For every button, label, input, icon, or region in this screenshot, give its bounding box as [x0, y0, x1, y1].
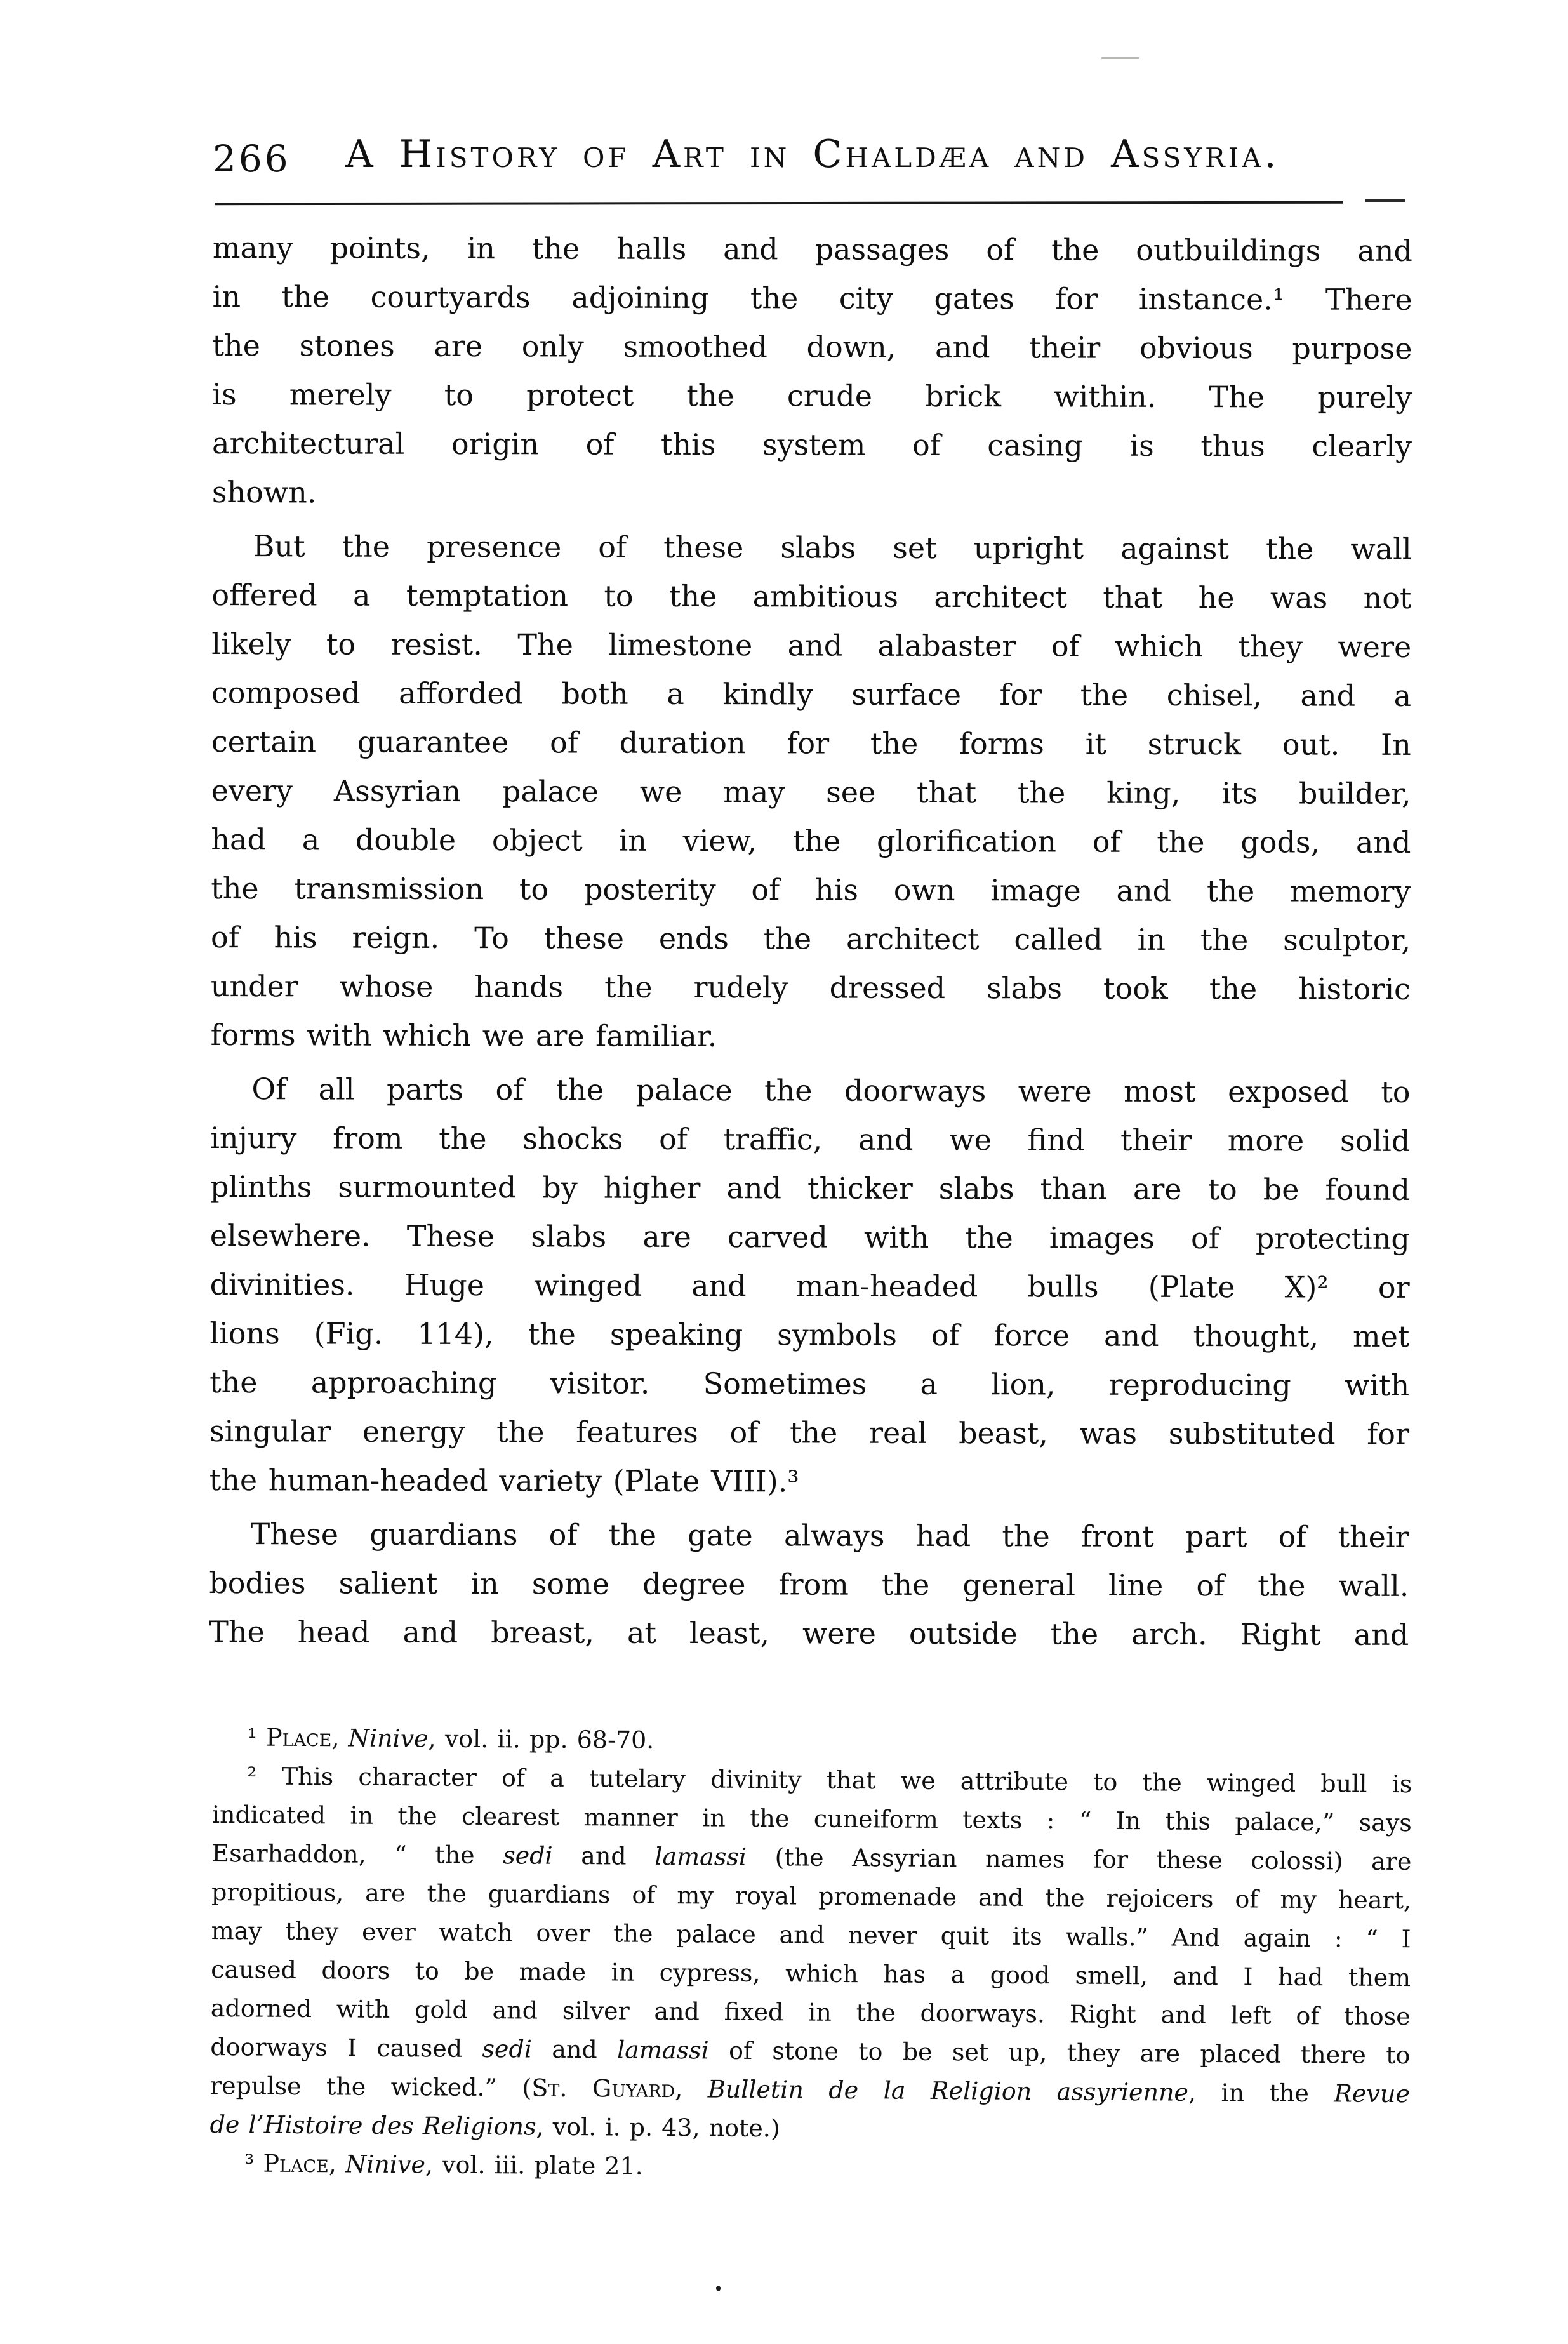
- text-line: shown.: [211, 474, 317, 510]
- text-line: divinities. Huge winged and man-headed bulls (Plate X)² or: [209, 1267, 1410, 1305]
- footnote-line: repulse the wicked.” (St. Guyard, Bulletin de la Religion assyrienne, in the Revue: [209, 2071, 1411, 2108]
- footnote-line: adorned with gold and silver and fixed in the doorways. Right and left of those: [210, 1994, 1411, 2031]
- page-number: 266: [213, 137, 291, 180]
- text-line: certain guarantee of duration for the forms it struck out. In: [211, 724, 1411, 762]
- text-line: lions (Fig. 114), the speaking symbols of force and thought, met: [209, 1315, 1410, 1354]
- text-line: composed afforded both a kindly surface for the chisel, and a: [211, 675, 1412, 713]
- text-line: bodies salient in some degree from the general line of the wall.: [209, 1565, 1409, 1603]
- text-line: The head and breast, at least, were outside the arch. Right and: [209, 1614, 1409, 1652]
- footnotes: [209, 1718, 1412, 2191]
- paragraph: [212, 223, 1412, 520]
- paragraph: [209, 1510, 1409, 1660]
- footnote-line: Esarhaddon, “ the sedi and lamassi (the Assyrian names for these colossi) are: [211, 1839, 1412, 1876]
- text-line: the human-headed variety (Plate VIII).³: [209, 1462, 799, 1499]
- footnote-line: indicated in the clearest manner in the cuneiform texts : “ In this palace,” says: [211, 1800, 1412, 1837]
- text-line: every Assyrian palace we may see that the king, its builder,: [211, 773, 1411, 811]
- scan-artifact-dot: [716, 2286, 721, 2291]
- footnote-line: de l’Histoire des Religions, vol. i. p. 43, note.): [209, 2110, 780, 2143]
- text-line: elsewhere. These slabs are carved with the images of protecting: [209, 1218, 1410, 1256]
- header-rule-dash: [1365, 199, 1405, 202]
- footnote-line: propitious, are the guardians of my royal promenade and the rejoicers of my heart,: [211, 1877, 1412, 1915]
- scan-artifact-mark: [1101, 57, 1139, 59]
- text-line: plinths surmounted by higher and thicker slabs than are to be found: [209, 1169, 1411, 1207]
- paragraph: [211, 522, 1412, 1063]
- text-line: But the presence of these slabs set upright against the wall: [253, 529, 1412, 566]
- footnote-line: ¹ Place, Ninive, vol. ii. pp. 68-70.: [247, 1723, 654, 1754]
- text-line: the stones are only smoothed down, and their obvious purpose: [212, 328, 1412, 366]
- text-line: had a double object in view, the glorification of the gods, and: [211, 822, 1411, 860]
- footnote-2: [209, 1757, 1412, 2152]
- footnote-line: ³ Place, Ninive, vol. iii. plate 21.: [244, 2149, 643, 2180]
- text-line: These guardians of the gate always had the front part of their: [250, 1517, 1409, 1554]
- footnote-line: ² This character of a tutelary divinity that we attribute to the winged bull is: [247, 1762, 1412, 1799]
- text-line: many points, in the halls and passages of the outbuildings and: [212, 230, 1412, 268]
- text-line: likely to resist. The limestone and alabaster of which they were: [211, 626, 1412, 664]
- footnote-line: doorways I caused sedi and lamassi of stone to be set up, they are placed there to: [210, 2032, 1411, 2070]
- text-line: Of all parts of the palace the doorways were most exposed to: [251, 1072, 1411, 1109]
- text-line: the approaching visitor. Sometimes a lion, reproducing with: [209, 1364, 1410, 1402]
- body-text: [209, 223, 1412, 1660]
- header-rule: [215, 201, 1343, 205]
- text-line: the transmission to posterity of his own image and the memory: [211, 870, 1411, 909]
- footnote-line: may they ever watch over the palace and never quit its walls.” And again : “ I: [211, 1916, 1411, 1954]
- text-line: forms with which we are familiar.: [210, 1017, 717, 1054]
- footnote-line: caused doors to be made in cypress, which has a good smell, and I had them: [211, 1955, 1411, 1992]
- page-header: [213, 132, 1412, 189]
- running-title: A History of Art in Chaldæa and Assyria.: [345, 132, 1280, 176]
- text-line: is merely to protect the crude brick within. The purely: [212, 376, 1412, 415]
- paragraph: [209, 1065, 1411, 1508]
- text-line: injury from the shocks of traffic, and we find their more solid: [210, 1120, 1411, 1158]
- text-line: under whose hands the rudely dressed slabs took the historic: [210, 968, 1411, 1006]
- text-line: of his reign. To these ends the architect called in the sculptor,: [210, 919, 1411, 957]
- text-line: in the courtyards adjoining the city gates for instance.¹ There: [212, 279, 1412, 317]
- text-line: architectural origin of this system of casing is thus clearly: [212, 425, 1412, 463]
- text-line: offered a temptation to the ambitious architect that he was not: [211, 577, 1412, 615]
- text-line: singular energy the features of the real beast, was substituted for: [209, 1413, 1410, 1451]
- footnote-3: [209, 2144, 1409, 2191]
